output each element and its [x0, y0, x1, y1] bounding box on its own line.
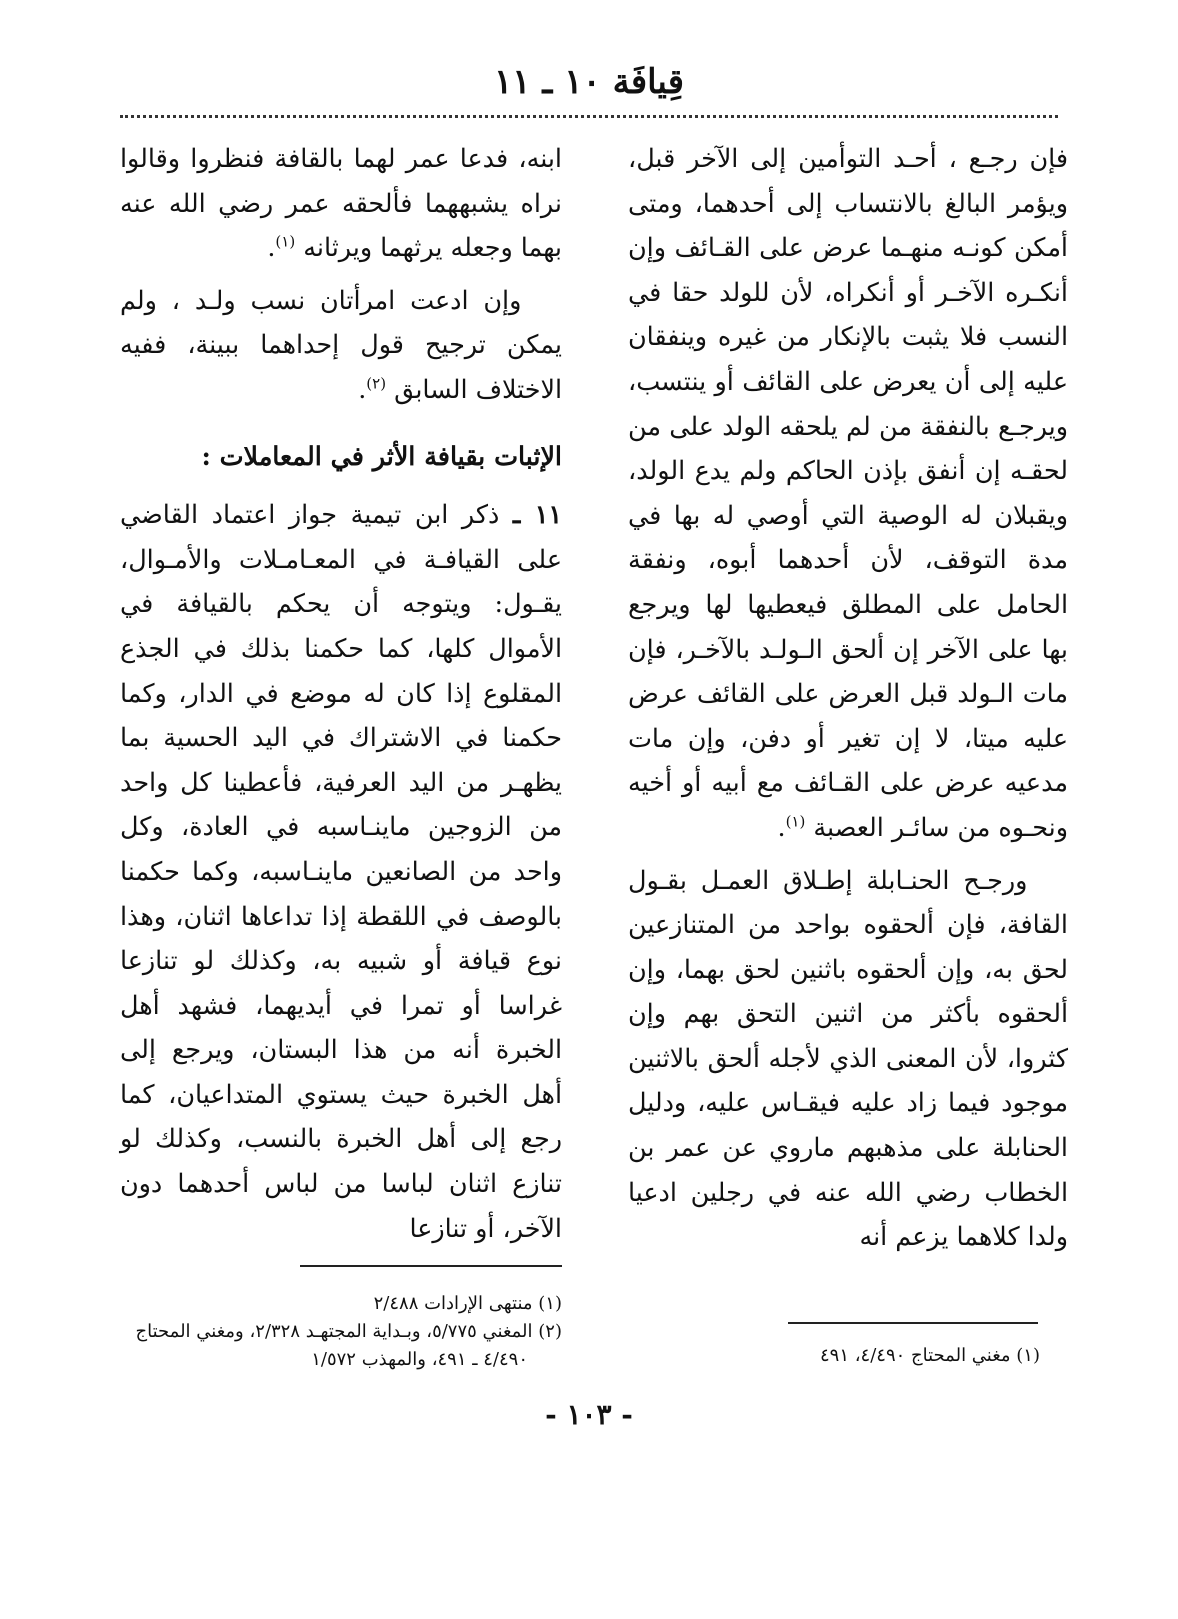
left-paragraph-2	[120, 278, 562, 412]
footnote-ref: (١)	[275, 232, 296, 251]
left-paragraph-1-text: ابنه، فدعا عمر لهما بالقافة فنظروا وقالوا نراه يشبههما فألحقه عمر رضي الله عنه بهما وجعله يرثهما ويرثانه	[120, 143, 562, 263]
paragraph-number: ١١ ـ	[512, 499, 562, 530]
right-paragraph-1	[628, 136, 1068, 850]
page-number: - ١٠٣ -	[545, 1398, 633, 1431]
right-footnote-rule	[788, 1322, 1038, 1324]
period: .	[267, 232, 276, 263]
header-dotted-rule	[120, 115, 1058, 118]
left-footnotes	[120, 1290, 562, 1374]
right-column	[628, 136, 1068, 1259]
left-paragraph-3-text: ذكر ابن تيمية جواز اعتماد القاضي على القيافـة في المعـامـلات والأمـوال، يقـول: ويتوجه أن يحكم بالقيافة في الأموال كلها، كما حكمنا بذلك في الجذع المقلوع إذا كان له موضع في الدار، وكما حكمنا في الاشتراك في اليد الحسية بما يظهـر من اليد العرفية، فأعطينا كل واحد من الزوجين ماينـاسبه في العادة، وكل واحد من الصانعين ماينـاسبه، وكما حكمنا بالوصف في اللقطة إذا تداعاها اثنان، وهذا نوع قيافة أو شبيه به، وكذلك لو تنازعا غراسا أو تمرا في أيديهما، فشهد أهل الخبرة أنه من هذا البستان، ويرجع إلى أهل الخبرة حيث يستوي المتداعيان، كما رجع إلى أهل الخبرة بالنسب، وكذلك لو تنازع اثنان لباسا من لباس أحدهما دون الآخر، أو تنازعا	[120, 499, 562, 1243]
left-paragraph-3	[120, 492, 562, 1250]
page-header-title: قِيافَة ١٠ ـ ١١	[494, 62, 684, 102]
left-footnote-rule	[300, 1265, 562, 1267]
right-paragraph-1-text: فإن رجـع ، أحـد التوأمين إلى الآخر قبل، ويؤمر البالغ بالانتساب إلى أحدهما، ومتى أمكن كونـه منهـما عرض على القـائف وإن أنكـره الآخـر أو أنكراه، لأن للولد حقا في النسب فلا يثبت بالإنكار من غيره وينفقان عليه إلى أن يعرض على القائف أو ينتسب، ويرجـع بالنفقة من لم يلحقه الولد على من لحقـه إن أنفق بإذن الحاكم ولم يدع الولد، ويقبلان له الوصية التي أوصي له بها في مدة التوقف، لأن أحدهما أبوه، ونفقة الحامل على المطلق فيعطيها لها ويرجع بها على الآخر إن ألحق الـولـد بالآخـر، فإن مات الـولد قبل العرض على القائف عرض عليه ميتا، لا إن تغير أو دفن، وإن مات مدعيه عرض على القـائف مع أبيه أو أخيه ونحـوه من سائـر العصبة	[628, 143, 1068, 842]
footnote-2-continued: ٤/٤٩٠ ـ ٤٩١، والمهذب ١/٥٧٢	[311, 1349, 528, 1370]
left-paragraph-2-text: وإن ادعت امرأتان نسب ولـد ، ولم يمكن ترجيح قول إحداهما ببينة، ففيه الاختلاف السابق	[120, 284, 562, 404]
footnote-1: (١) مغني المحتاج ٤/٤٩٠، ٤٩١	[820, 1345, 1040, 1366]
footnote-ref: (١)	[785, 812, 806, 831]
period: .	[777, 811, 786, 842]
section-heading: الإثبات بقيافة الأثر في المعاملات :	[201, 440, 562, 471]
footnote-ref: (٢)	[366, 374, 387, 393]
period: .	[358, 373, 367, 404]
footnote-2: (٢) المغني ٥/٧٧٥، وبـداية المجتهـد ٢/٣٢٨، ومغني المحتاج	[135, 1321, 562, 1342]
left-paragraph-1	[120, 136, 562, 270]
right-footnotes	[628, 1342, 1040, 1370]
footnote-1: (١) منتهى الإرادات ٢/٤٨٨	[373, 1293, 562, 1314]
left-column	[120, 136, 562, 1250]
right-paragraph-2: ورجـح الحنـابلة إطـلاق العمـل بقـول القافة، فإن ألحقوه بواحد من المتنازعين لحق به، وإن ألحقوه باثنين لحق بهما، وإن ألحقوه بأكثر من اثنين التحق بهم وإن كثروا، لأن المعنى الذي لأجله ألحق بالاثنين موجود فيما زاد عليه فيقـاس عليه، ودليل الحنابلة على مذهبهم ماروي عن عمر بن الخطاب رضي الله عنه في رجلين ادعيا ولدا كلاهما يزعم أنه	[628, 864, 1068, 1252]
